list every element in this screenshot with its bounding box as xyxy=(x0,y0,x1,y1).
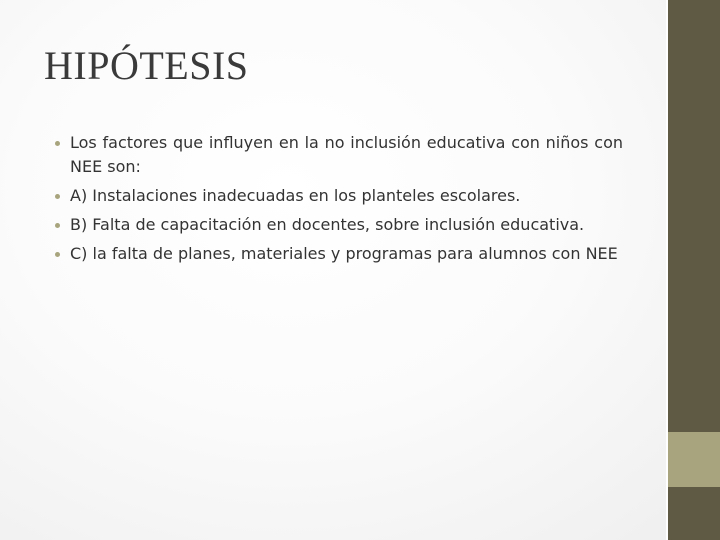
bullet-icon xyxy=(55,194,60,199)
bullet-list xyxy=(52,131,623,271)
bullet-text: A) Instalaciones inadecuadas en los planteles escolares. xyxy=(70,186,521,205)
bullet-item xyxy=(52,213,623,237)
bullet-icon xyxy=(55,252,60,257)
bullet-item xyxy=(52,242,623,266)
slide-title: HIPÓTESIS xyxy=(44,43,249,88)
bullet-icon xyxy=(55,223,60,228)
bullet-text: Los factores que influyen en la no inclusión educativa con niños con NEE son: xyxy=(70,133,623,176)
bullet-text: C) la falta de planes, materiales y programas para alumnos con NEE xyxy=(70,244,618,263)
bullet-icon xyxy=(55,141,60,146)
bullet-item xyxy=(52,184,623,208)
bullet-text: B) Falta de capacitación en docentes, sobre inclusión educativa. xyxy=(70,215,585,234)
sidebar-divider xyxy=(666,0,668,540)
bullet-item xyxy=(52,131,623,179)
sidebar-accent-band xyxy=(666,432,720,487)
